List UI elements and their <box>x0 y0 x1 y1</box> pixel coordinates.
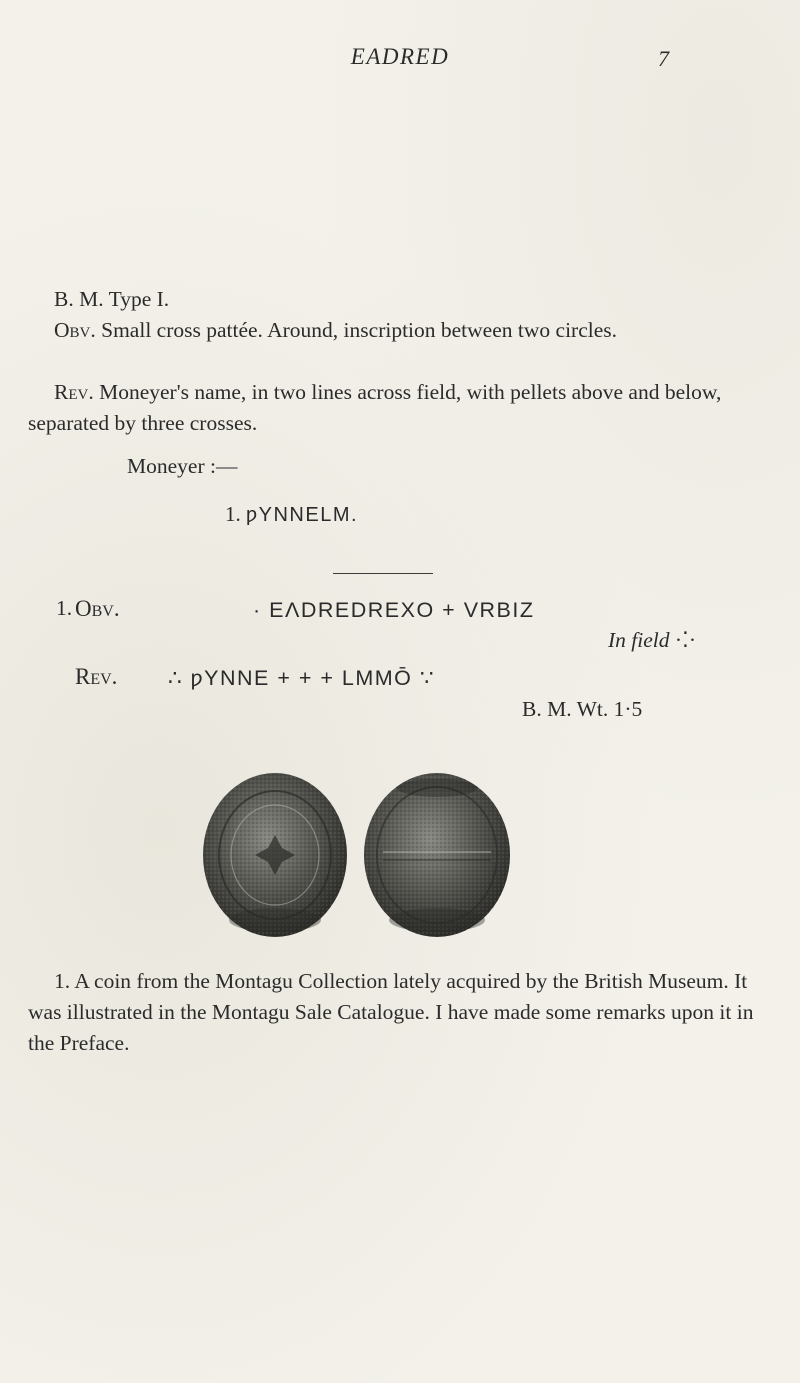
footnote-number: 1. <box>54 969 71 993</box>
coin-obverse-label: Obv. <box>75 596 120 621</box>
obverse-label: Obv. <box>54 318 96 342</box>
coin-weight: B. M. Wt. 1·5 <box>522 697 643 721</box>
obverse-coin-image <box>203 773 347 937</box>
moneyer-entry-number: 1. <box>225 502 241 526</box>
coin-reverse-label: Rev. <box>75 664 118 689</box>
in-field-mark: ·⁚· <box>674 628 697 652</box>
section-divider <box>333 573 433 574</box>
moneyer-label: Moneyer :— <box>127 454 238 478</box>
in-field-note <box>608 628 696 653</box>
coin-obverse-legend: · EΛDREDREXO + VRBIZ <box>253 598 535 622</box>
coin-reverse-legend: ∴ ƿYNNE + + + LMMŌ ∵ <box>168 666 436 690</box>
footnote-text: A coin from the Montagu Collection lately acquired by the British Museum. It was illustrated in the Montagu Sale Catalogue. I have made some remarks upon it in the Preface. <box>28 969 754 1055</box>
page-number: 7 <box>658 46 669 71</box>
moneyer-entry <box>225 502 358 527</box>
obverse-text: Small cross pattée. Around, inscription between two circles. <box>101 318 617 342</box>
type-heading-paragraph <box>28 284 773 315</box>
running-head-title: EADRED <box>350 44 450 69</box>
obverse-description <box>28 315 773 346</box>
coin-illustrations <box>200 770 520 940</box>
reverse-label: Rev. <box>54 380 94 404</box>
in-field-label: In field <box>608 628 670 652</box>
reverse-coin-image <box>364 773 510 937</box>
reverse-text: Moneyer's name, in two lines across field, with pellets above and below, separated by three crosses. <box>28 380 722 435</box>
footnote <box>28 966 778 1059</box>
reverse-description <box>28 377 773 439</box>
coin-entry-number: 1. <box>56 596 73 620</box>
type-heading: B. M. Type I. <box>54 287 170 311</box>
moneyer-entry-name: ƿYNNELM. <box>246 504 359 526</box>
